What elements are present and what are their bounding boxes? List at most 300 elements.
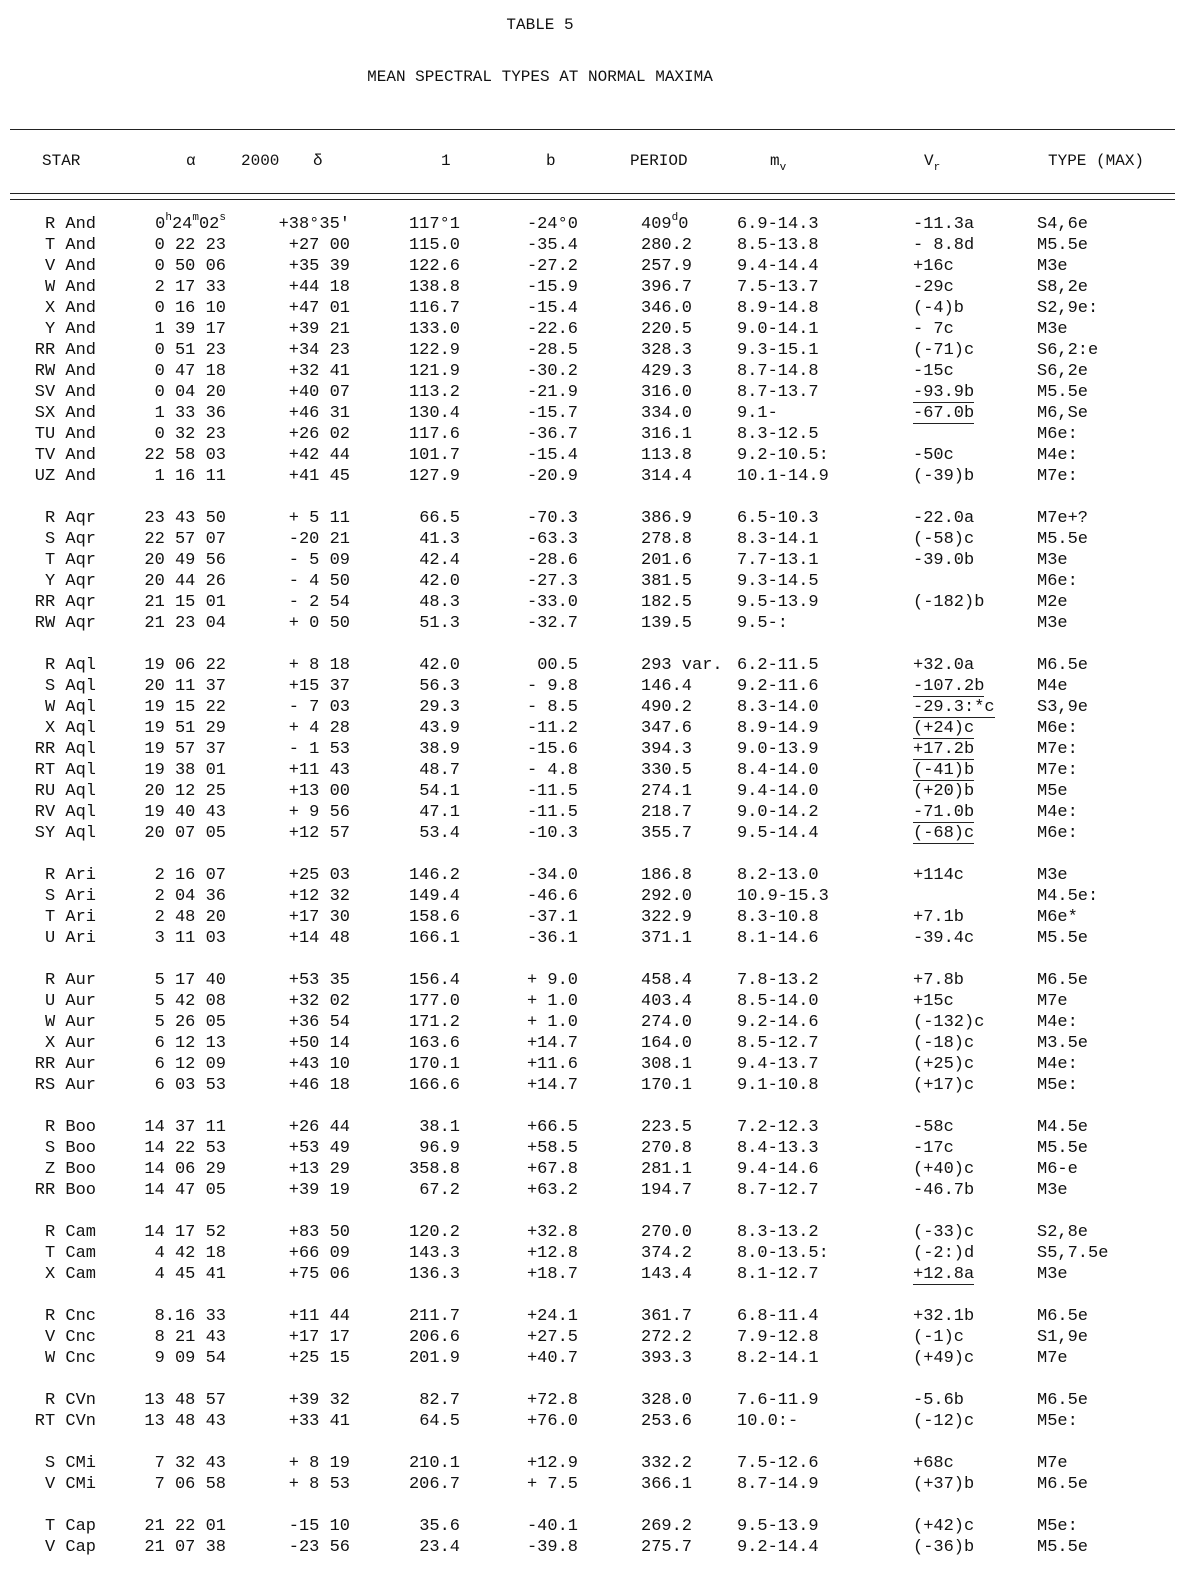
star-name: X Aql [44,719,96,738]
right-ascension: 6 12 13 [154,1034,226,1053]
galactic-b: -15.4 [526,299,578,318]
spectral-type: M5.5e [1037,530,1089,549]
table-row [0,1243,1200,1264]
star-name: Y And [44,320,96,339]
star-name: RU Aql [34,782,96,801]
magnitude-range: 9.2-14.6 [737,1013,819,1032]
declination: +75 06 [288,1265,350,1284]
star-name: RR Boo [34,1181,96,1200]
star-name: RT CVn [34,1412,96,1431]
table-row [0,1474,1200,1495]
galactic-b: + 1.0 [526,992,578,1011]
right-ascension: 0$^h$24$^m$02$^s$ [155,212,226,234]
spectral-type: S6,2:e [1037,341,1099,360]
table-row [0,1264,1200,1285]
table-row [0,865,1200,886]
right-ascension: 21 07 38 [144,1538,226,1557]
period: 275.7 [641,1538,693,1557]
table-row [0,1411,1200,1432]
declination: +25 15 [288,1349,350,1368]
declination: +17 17 [288,1328,350,1347]
spectral-type: M7e [1037,992,1068,1011]
galactic-b: -28.5 [526,341,578,360]
star-name: W Cnc [44,1349,96,1368]
declination: +13 29 [288,1160,350,1179]
header-period: PERIOD [630,152,688,170]
right-ascension: 0 51 23 [154,341,226,360]
table-row [0,529,1200,550]
galactic-b: +12.9 [526,1454,578,1473]
galactic-b: -21.9 [526,383,578,402]
table-row [0,1033,1200,1054]
declination: +53 49 [288,1139,350,1158]
star-name: RT Aql [34,761,96,780]
declination: +47 01 [288,299,350,318]
star-name: SX And [34,404,96,423]
period: 346.0 [641,299,693,318]
right-ascension: 1 33 36 [154,404,226,423]
table-row [0,760,1200,781]
magnitude-range: 8.5-13.8 [737,236,819,255]
magnitude-range: 7.8-13.2 [737,971,819,990]
declination: +11 44 [288,1307,350,1326]
declination: +46 31 [288,404,350,423]
table-row [0,697,1200,718]
spectral-type: M6.5e [1037,656,1089,675]
header-l: 1 [441,152,451,170]
galactic-l: 47.1 [419,803,460,822]
magnitude-range: 8.7-12.7 [737,1181,819,1200]
spectral-type: M6e: [1037,572,1078,591]
right-ascension: 9 09 54 [154,1349,226,1368]
declination: +33 41 [288,1412,350,1431]
star-name: V Cnc [44,1328,96,1347]
spectral-type: M5.5e [1037,383,1089,402]
galactic-b: + 9.0 [526,971,578,990]
spectral-type: S8,2e [1037,278,1089,297]
magnitude-range: 7.5-12.6 [737,1454,819,1473]
right-ascension: 1 39 17 [154,320,226,339]
star-name: TV And [34,446,96,465]
period: 386.9 [641,509,693,528]
star-name: U Ari [44,929,96,948]
star-name: S CMi [44,1454,96,1473]
period: 270.8 [641,1139,693,1158]
period: 403.4 [641,992,693,1011]
spectral-type: M3e [1037,614,1068,633]
magnitude-range: 8.3-14.1 [737,530,819,549]
period: 182.5 [641,593,693,612]
declination: +32 41 [288,362,350,381]
magnitude-range: 10.1-14.9 [737,467,829,486]
radial-velocity: (-71)c [913,341,975,360]
galactic-l: 171.2 [408,1013,460,1032]
radial-velocity: (-36)b [913,1538,975,1557]
right-ascension: 0 22 23 [154,236,226,255]
spectral-type: M4e: [1037,1055,1078,1074]
galactic-b: -28.6 [526,551,578,570]
star-name: R And [44,215,96,234]
radial-velocity: (+20)b [913,782,975,801]
declination: +17 30 [288,908,350,927]
right-ascension: 21 23 04 [144,614,226,633]
magnitude-range: 8.7-13.7 [737,383,819,402]
galactic-b: -11.5 [526,782,578,801]
radial-velocity: (-33)c [913,1223,975,1242]
spectral-type: M5e: [1037,1412,1078,1431]
declination: - 5 09 [288,551,350,570]
star-name: R Aur [44,971,96,990]
declination: -23 56 [288,1538,350,1557]
galactic-l: 163.6 [408,1034,460,1053]
header-star: STAR [42,152,81,170]
table-row [0,1222,1200,1243]
table-row [0,886,1200,907]
radial-velocity: - 7c [913,320,954,339]
star-name: X And [44,299,96,318]
right-ascension: 4 45 41 [154,1265,226,1284]
galactic-l: 115.0 [408,236,460,255]
galactic-b: -36.7 [526,425,578,444]
declination: +32 02 [288,992,350,1011]
right-ascension: 6 03 53 [154,1076,226,1095]
magnitude-range: 8.3-14.0 [737,698,819,717]
magnitude-range: 8.2-13.0 [737,866,819,885]
table-row [0,235,1200,256]
magnitude-range: 9.0-13.9 [737,740,819,759]
galactic-l: 116.7 [408,299,460,318]
period: 332.2 [641,1454,693,1473]
magnitude-range: 9.1-10.8 [737,1076,819,1095]
star-name: TU And [34,425,96,444]
galactic-l: 122.6 [408,257,460,276]
galactic-b: -15.7 [526,404,578,423]
table-row [0,1516,1200,1537]
galactic-l: 122.9 [408,341,460,360]
galactic-b: +66.5 [526,1118,578,1137]
period: 218.7 [641,803,693,822]
table-row [0,676,1200,697]
declination: +39 21 [288,320,350,339]
right-ascension: 22 57 07 [144,530,226,549]
spectral-type: M6.5e [1037,1391,1089,1410]
table-row [0,1075,1200,1096]
star-name: RW Aqr [34,614,96,633]
right-ascension: 14 17 52 [144,1223,226,1242]
period: 272.2 [641,1328,693,1347]
right-ascension: 20 07 05 [144,824,226,843]
period: 146.4 [641,677,693,696]
table-row [0,970,1200,991]
radial-velocity: (+25)c [913,1055,975,1074]
table-row [0,298,1200,319]
galactic-b: -40.1 [526,1517,578,1536]
magnitude-range: 7.6-11.9 [737,1391,819,1410]
table-subtitle: MEAN SPECTRAL TYPES AT NORMAL MAXIMA [367,68,713,86]
spectral-type: S4,6e [1037,215,1089,234]
spectral-type: M7e+? [1037,509,1089,528]
declination: +43 10 [288,1055,350,1074]
right-ascension: 21 15 01 [144,593,226,612]
right-ascension: 20 49 56 [144,551,226,570]
spectral-type: M6,Se [1037,404,1089,423]
magnitude-range: 8.0-13.5: [737,1244,829,1263]
spectral-type: M4e: [1037,446,1078,465]
right-ascension: 19 06 22 [144,656,226,675]
right-ascension: 4 42 18 [154,1244,226,1263]
table-row [0,382,1200,403]
galactic-b: -11.2 [526,719,578,738]
header-type: TYPE (MAX) [1048,152,1145,170]
header-rule-1 [10,193,1175,194]
star-name: SY Aql [34,824,96,843]
magnitude-range: 9.2-14.4 [737,1538,819,1557]
spectral-type: M7e: [1037,761,1078,780]
star-name: R Boo [44,1118,96,1137]
radial-velocity: -71.0b [913,803,975,822]
period: 194.7 [641,1181,693,1200]
radial-velocity: (-39)b [913,467,975,486]
right-ascension: 14 22 53 [144,1139,226,1158]
right-ascension: 5 17 40 [154,971,226,990]
right-ascension: 14 06 29 [144,1160,226,1179]
period: 270.0 [641,1223,693,1242]
galactic-l: 23.4 [419,1538,460,1557]
galactic-l: 117.6 [408,425,460,444]
period: 314.4 [641,467,693,486]
galactic-l: 67.2 [419,1181,460,1200]
galactic-b: -10.3 [526,824,578,843]
period: 186.8 [641,866,693,885]
magnitude-range: 8.7-14.8 [737,362,819,381]
table-row [0,1348,1200,1369]
radial-velocity: -50c [913,446,954,465]
declination: +66 09 [288,1244,350,1263]
right-ascension: 13 48 43 [144,1412,226,1431]
right-ascension: 22 58 03 [144,446,226,465]
galactic-l: 38.1 [419,1118,460,1137]
period: 170.1 [641,1076,693,1095]
right-ascension: 0 50 06 [154,257,226,276]
magnitude-range: 7.7-13.1 [737,551,819,570]
spectral-type: M7e: [1037,467,1078,486]
star-name: S Ari [44,887,96,906]
table-row [0,361,1200,382]
galactic-b: -46.6 [526,887,578,906]
galactic-l: 170.1 [408,1055,460,1074]
radial-velocity: -39.4c [913,929,975,948]
spectral-type: S2,8e [1037,1223,1089,1242]
galactic-b: +76.0 [526,1412,578,1431]
radial-velocity: -107.2b [913,677,985,696]
radial-velocity: +16c [913,257,954,276]
magnitude-range: 9.4-14.6 [737,1160,819,1179]
period: 253.6 [641,1412,693,1431]
declination: +39 19 [288,1181,350,1200]
declination: + 0 50 [288,614,350,633]
declination: +36 54 [288,1013,350,1032]
galactic-l: 358.8 [408,1160,460,1179]
declination: +39 32 [288,1391,350,1410]
table-row [0,466,1200,487]
right-ascension: 19 38 01 [144,761,226,780]
radial-velocity: (+42)c [913,1517,975,1536]
galactic-l: 130.4 [408,404,460,423]
galactic-b: -11.5 [526,803,578,822]
star-name: T Cam [44,1244,96,1263]
galactic-l: 48.3 [419,593,460,612]
declination: +83 50 [288,1223,350,1242]
spectral-type: M6.5e [1037,1307,1089,1326]
header-mv-main: m [770,152,780,170]
galactic-l: 53.4 [419,824,460,843]
table-row [0,1390,1200,1411]
magnitude-range: 8.3-12.5 [737,425,819,444]
galactic-l: 64.5 [419,1412,460,1431]
galactic-b: -39.8 [526,1538,578,1557]
star-name: R Aql [44,656,96,675]
radial-velocity: (+17)c [913,1076,975,1095]
radial-velocity: (-182)b [913,593,985,612]
galactic-l: 43.9 [419,719,460,738]
galactic-l: 158.6 [408,908,460,927]
declination: +27 00 [288,236,350,255]
spectral-type: M3e [1037,1265,1068,1284]
declination: +42 44 [288,446,350,465]
radial-velocity: (+49)c [913,1349,975,1368]
table-row [0,1054,1200,1075]
spectral-type: M6e: [1037,719,1078,738]
star-name: RR And [34,341,96,360]
galactic-l: 138.8 [408,278,460,297]
magnitude-range: 8.5-12.7 [737,1034,819,1053]
period: 201.6 [641,551,693,570]
right-ascension: 19 57 37 [144,740,226,759]
table-row [0,214,1200,235]
galactic-l: 54.1 [419,782,460,801]
star-name: V CMi [44,1475,96,1494]
declination: +34 23 [288,341,350,360]
right-ascension: 20 44 26 [144,572,226,591]
table-row [0,718,1200,739]
period: 164.0 [641,1034,693,1053]
radial-velocity: +68c [913,1454,954,1473]
radial-velocity: +12.8a [913,1265,975,1284]
declination: +26 02 [288,425,350,444]
star-name: T And [44,236,96,255]
galactic-b: -37.1 [526,908,578,927]
galactic-b: -22.6 [526,320,578,339]
radial-velocity: +7.8b [913,971,965,990]
galactic-l: 146.2 [408,866,460,885]
spectral-type: M3e [1037,320,1068,339]
spectral-type: M5e [1037,782,1068,801]
magnitude-range: 9.5-: [737,614,789,633]
radial-velocity: -15c [913,362,954,381]
star-name: W Aql [44,698,96,717]
star-name: R Cnc [44,1307,96,1326]
galactic-l: 117°1 [408,215,460,234]
galactic-b: +14.7 [526,1076,578,1095]
galactic-b: +32.8 [526,1223,578,1242]
star-name: T Cap [44,1517,96,1536]
radial-velocity: (-4)b [913,299,965,318]
star-name: SV And [34,383,96,402]
star-name: RR Aqr [34,593,96,612]
period: 371.1 [641,929,693,948]
galactic-l: 42.4 [419,551,460,570]
period: 220.5 [641,320,693,339]
radial-velocity: +114c [913,866,965,885]
table-row [0,319,1200,340]
magnitude-range: 8.3-10.8 [737,908,819,927]
table-row [0,655,1200,676]
table-row [0,445,1200,466]
magnitude-range: 7.5-13.7 [737,278,819,297]
spectral-type: M3e [1037,866,1068,885]
radial-velocity: (-12)c [913,1412,975,1431]
right-ascension: 21 22 01 [144,1517,226,1536]
period: 139.5 [641,614,693,633]
spectral-type: M6e: [1037,425,1078,444]
period: 334.0 [641,404,693,423]
right-ascension: 2 17 33 [154,278,226,297]
galactic-l: 101.7 [408,446,460,465]
galactic-b: +72.8 [526,1391,578,1410]
magnitude-range: 8.4-13.3 [737,1139,819,1158]
magnitude-range: 9.2-11.6 [737,677,819,696]
table-row [0,277,1200,298]
right-ascension: 0 04 20 [154,383,226,402]
spectral-type: M5e: [1037,1076,1078,1095]
galactic-l: 42.0 [419,656,460,675]
table-row [0,802,1200,823]
right-ascension: 19 40 43 [144,803,226,822]
table-row [0,256,1200,277]
spectral-type: M3e [1037,1181,1068,1200]
galactic-l: 210.1 [408,1454,460,1473]
period: 293 var. [641,656,723,675]
table-row [0,340,1200,361]
spectral-type: M6.5e [1037,1475,1089,1494]
table-row [0,1453,1200,1474]
spectral-type: M6.5e [1037,971,1089,990]
table-row [0,1117,1200,1138]
galactic-l: 206.6 [408,1328,460,1347]
galactic-l: 211.7 [408,1307,460,1326]
spectral-type: S1,9e [1037,1328,1089,1347]
magnitude-range: 8.9-14.9 [737,719,819,738]
period: 490.2 [641,698,693,717]
table-row [0,907,1200,928]
header-b: b [546,152,556,170]
radial-velocity: -46.7b [913,1181,975,1200]
radial-velocity: -67.0b [913,404,975,423]
declination: + 5 11 [288,509,350,528]
radial-velocity: +32.1b [913,1307,975,1326]
galactic-b: -33.0 [526,593,578,612]
spectral-type: M7e [1037,1454,1068,1473]
table-row [0,1012,1200,1033]
star-name: X Cam [44,1265,96,1284]
star-name: W Aur [44,1013,96,1032]
star-name: RR Aql [34,740,96,759]
magnitude-range: 9.5-13.9 [737,593,819,612]
spectral-type: M3e [1037,257,1068,276]
declination: +38°35' [278,215,350,234]
declination: +35 39 [288,257,350,276]
period: 355.7 [641,824,693,843]
